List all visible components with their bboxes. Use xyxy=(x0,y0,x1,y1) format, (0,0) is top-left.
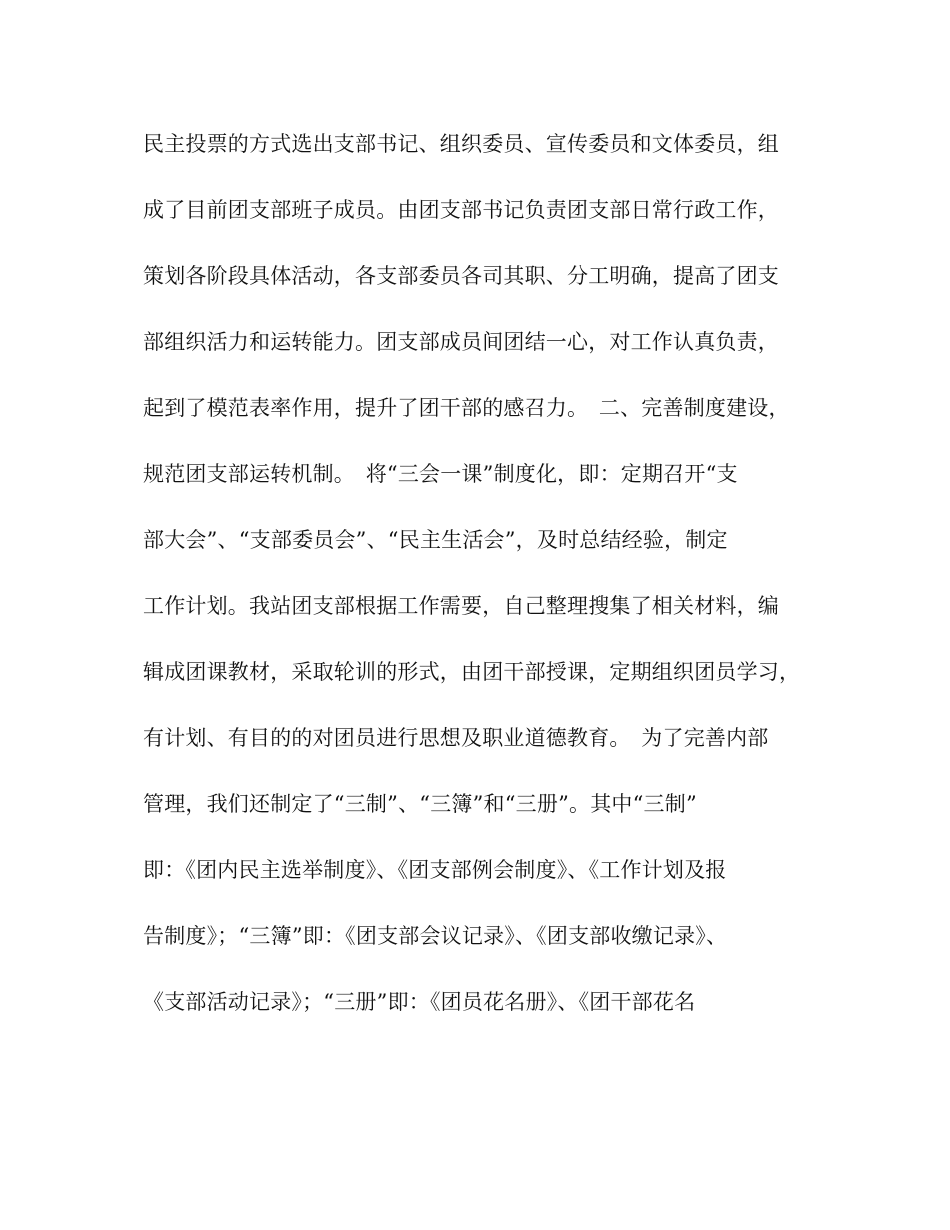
text-line: 告制度》；“三簿”即：《团支部会议记录》、《团支部收缴记录》、 xyxy=(143,924,728,948)
text-line: 即：《团内民主选举制度》、《团支部例会制度》、《工作计划及报 xyxy=(143,858,727,882)
text-line: 《支部活动记录》；“三册”即：《团员花名册》、《团干部花名 xyxy=(143,990,696,1014)
text-line: 成了目前团支部班子成员。由团支部书记负责团支部日常行政工作， xyxy=(143,198,779,222)
text-line: 规范团支部运转机制。 将“三会一课”制度化，即：定期召开“支 xyxy=(143,462,738,486)
text-line: 有计划、有目的的对团员进行思想及职业道德教育。 为了完善内部 xyxy=(143,726,769,750)
text-line: 工作计划。我站团支部根据工作需要，自己整理搜集了相关材料，编 xyxy=(143,594,779,618)
body-text xyxy=(143,126,813,1050)
text-line: 策划各阶段具体活动，各支部委员各司其职、分工明确，提高了团支 xyxy=(143,264,779,288)
text-line: 民主投票的方式选出支部书记、组织委员、宣传委员和文体委员，组 xyxy=(143,132,779,156)
text-line: 部大会”、“支部委员会”、“民主生活会”，及时总结经验，制定 xyxy=(143,528,728,552)
text-line: 辑成团课教材，采取轮训的形式，由团干部授课，定期组织团员学习， xyxy=(143,660,801,684)
text-line: 管理，我们还制定了“三制”、“三簿”和“三册”。其中“三制” xyxy=(143,792,697,816)
text-line: 部组织活力和运转能力。团支部成员间团结一心，对工作认真负责， xyxy=(143,330,779,354)
text-line: 起到了模范表率作用，提升了团干部的感召力。 二、完善制度建设， xyxy=(143,396,790,420)
